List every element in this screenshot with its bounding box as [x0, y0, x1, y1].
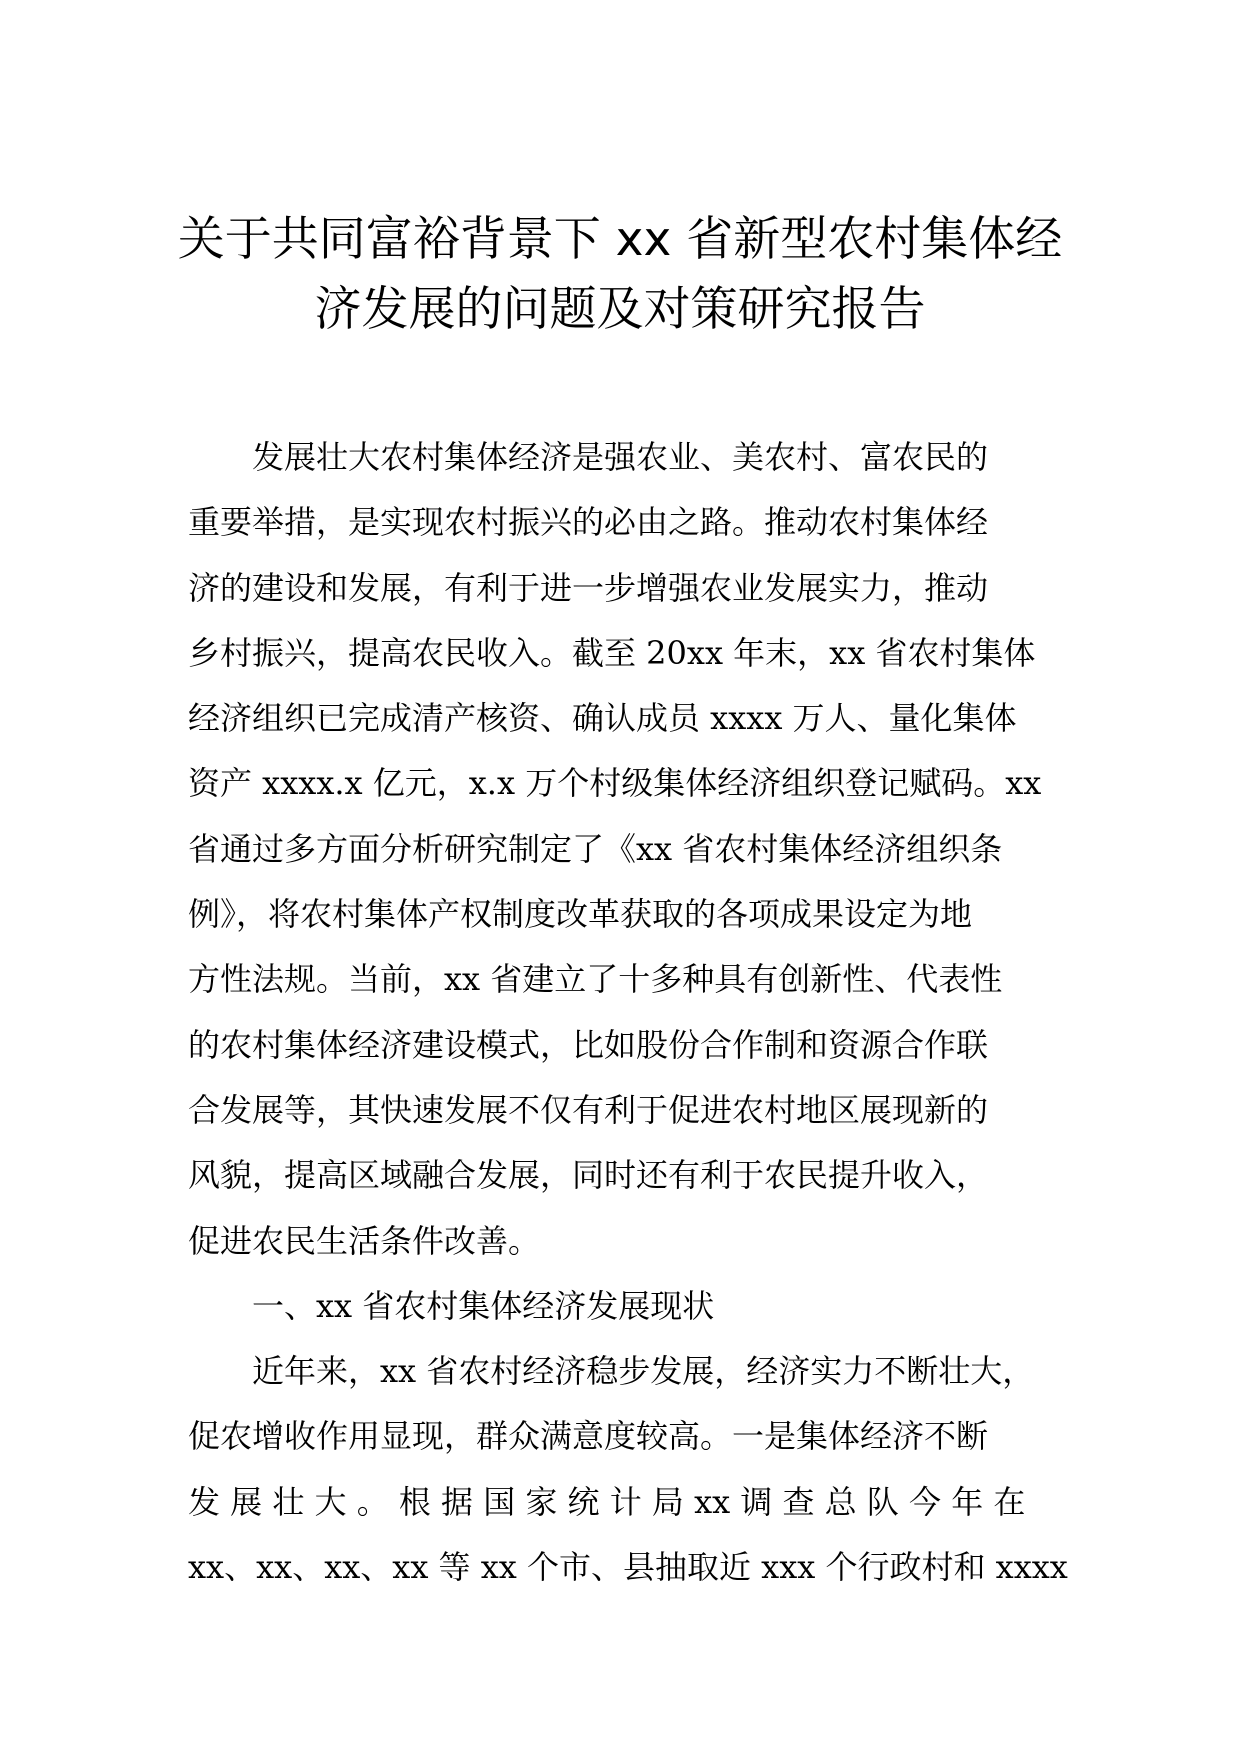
text-line: 促进农民生活条件改善。: [188, 1221, 541, 1260]
document-title: [150, 205, 1090, 345]
intro-paragraph: [188, 425, 1050, 1274]
text-line: 重要举措，是实现农村振兴的必由之路。推动农村集体经: [188, 503, 989, 542]
section-paragraph: [188, 1339, 1068, 1600]
text-line: xx、xx、xx、xx 等 xx 个市、县抽取近 xxx 个行政村和 xxxx: [188, 1548, 1068, 1587]
text-line: 资产 xxxx.x 亿元，x.x 万个村级集体经济组织登记赋码。xx: [188, 764, 1042, 803]
text-line: 例》，将农村集体产权制度改革获取的各项成果设定为地: [188, 895, 973, 934]
text-line: 的农村集体经济建设模式，比如股份合作制和资源合作联: [188, 1025, 989, 1064]
text-line: 促农增收作用显现，群众满意度较高。一是集体经济不断: [188, 1417, 989, 1456]
text-line: 济的建设和发展，有利于进一步增强农业发展实力，推动: [188, 568, 989, 607]
text-line: 省通过多方面分析研究制定了《xx 省农村集体经济组织条: [188, 829, 1003, 868]
text-line: 近年来，xx 省农村经济稳步发展，经济实力不断壮大，: [252, 1352, 1035, 1391]
text-line: 方性法规。当前，xx 省建立了十多种具有创新性、代表性: [188, 960, 1003, 999]
text-line: 风貌，提高区域融合发展，同时还有利于农民提升收入，: [188, 1156, 989, 1195]
title-line: 关于共同富裕背景下 xx 省新型农村集体经: [177, 212, 1063, 267]
text-line: 发展壮大农村集体经济是强农业、美农村、富农民的: [252, 438, 989, 476]
text-line: 乡村振兴，提高农民收入。截至 20xx 年末，xx 省农村集体: [188, 633, 1036, 672]
text-line: 合发展等，其快速发展不仅有利于促进农村地区展现新的: [188, 1090, 989, 1129]
text-line: 经济组织已完成清产核资、确认成员 xxxx 万人、量化集体: [188, 699, 1017, 738]
text-line: 发 展 壮 大 。 根 据 国 家 统 计 局 xx 调 查 总 队 今 年 在: [188, 1482, 1026, 1521]
document-body: [188, 425, 1068, 1600]
title-line: 济发展的问题及对策研究报告: [314, 282, 926, 337]
section-heading: 一、xx 省农村集体经济发展现状: [252, 1286, 715, 1325]
